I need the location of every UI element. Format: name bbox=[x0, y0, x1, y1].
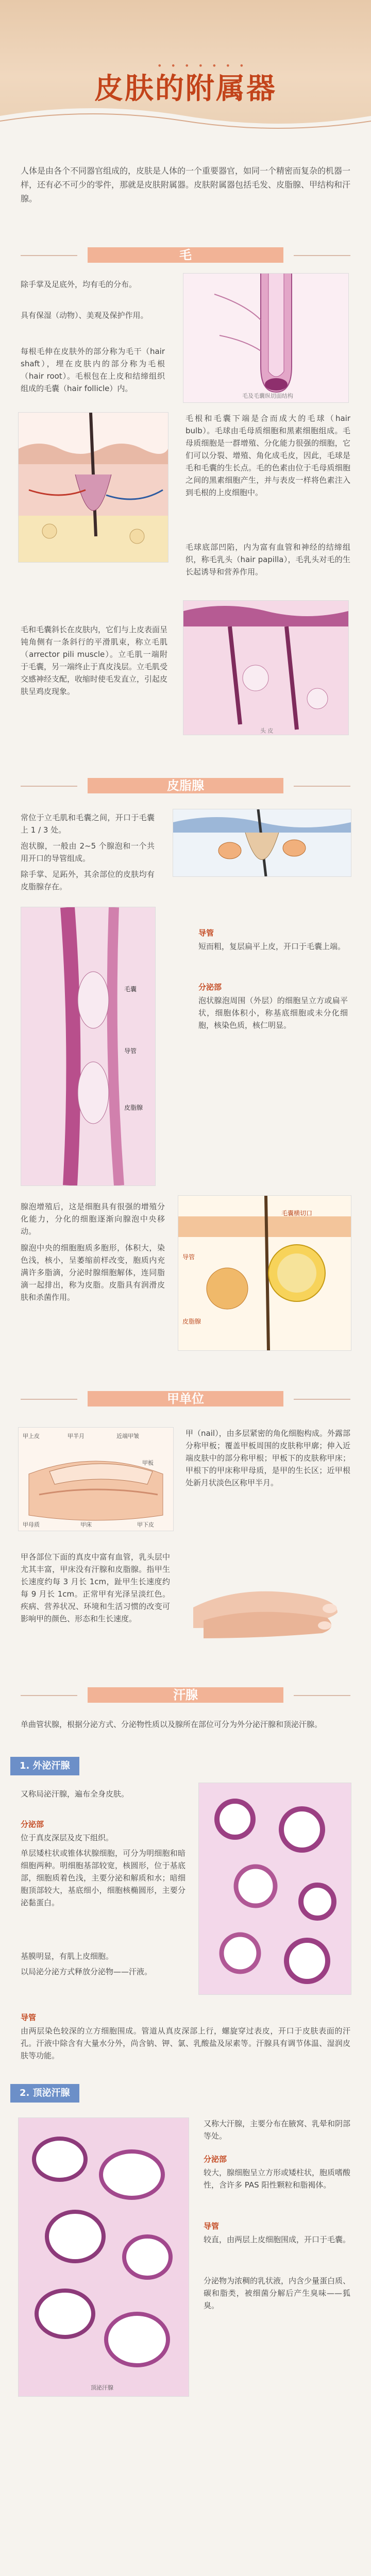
nail-anatomy-diagram bbox=[18, 1427, 174, 1531]
sebaceous-duct-text: 短而粗，复层扁平上皮，开口于毛囊上端。 bbox=[198, 942, 346, 951]
sebaceous-3d-diagram bbox=[178, 1195, 351, 1351]
eccrine-secretory-t1: 位于真皮深层及皮下组织。 bbox=[21, 1833, 114, 1842]
nail-label-6: 甲下皮 bbox=[137, 1521, 154, 1528]
eccrine-secretory-t3: 基膜明显，有肌上皮细胞。 bbox=[21, 1952, 114, 1961]
hair-fig3-caption: 头 皮 bbox=[260, 727, 274, 734]
eccrine-duct-text: 由两层染色较深的立方细胞围成。管道从真皮深部上行，螺旋穿过表皮，开口于皮肤表面的汗孔。汗液中除含有大量水分外，尚含钠、钾、氯、乳酸盐及尿素等。汗腺具有调节体温、湿润皮肤等功能。 bbox=[21, 2026, 350, 2060]
hair-p4: 毛根和毛囊下端是合而成大的毛球（hair bulb）。毛球由毛母质细胞和黑素细胞组成。毛母质细胞是一群增殖、分化能力很强的细胞，它们可以分裂、增殖、角化成毛皮，因此，毛球是毛和毛囊的生长点。毛的色素由位于毛母质细胞之间的黑素细胞产生，并与表皮一样将色素注入到毛根的上皮细胞中。 bbox=[185, 414, 350, 497]
hair-fig1-caption: 毛及毛囊纵切面结构 bbox=[242, 393, 293, 399]
eccrine-secretory-t4: 以局泌分泌方式释放分泌物——汗液。 bbox=[21, 1967, 153, 1976]
nail-label-0: 甲上皮 bbox=[23, 1433, 40, 1439]
eccrine-histology-figure bbox=[198, 1783, 351, 1995]
dots-decoration: • • • • • • • bbox=[157, 61, 247, 71]
hair-p3: 每根毛伸在皮肤外的部分称为毛干（hair shaft），埋在皮肤内的部分称为毛根（hair root）。毛根包在上皮和结缔组织组成的毛囊（hair follicle）内。 bbox=[21, 347, 165, 393]
hair-follicle-figure bbox=[183, 273, 349, 403]
hair-p6: 毛和毛囊斜长在皮肤内，它们与上皮表面呈钝角侧有一条斜行的平滑肌束，称立毛肌（arrector pili muscle）。立毛肌一端附于毛囊，另一端终止于真皮浅层。立毛肌受交感神经支配，收缩时使毛发直立，引起皮肤呈鸡皮现象。 bbox=[21, 625, 168, 696]
apocrine-fig-caption: 顶泌汗腺 bbox=[91, 2384, 113, 2391]
sebaceous-duct-heading: 导管 bbox=[198, 928, 214, 938]
nail-p1: 甲（nail），由多层紧密的角化细胞构成。外露部分称甲板；覆盖甲板周围的皮肤称甲廓；伸入近端皮肤中的部分称甲根；甲板下的皮肤称甲床；甲根下的甲床称甲母质，是甲的生长区；近甲根处新月状淡色区称甲半月。 bbox=[185, 1429, 350, 1487]
eccrine-pill: 1. 外泌汗腺 bbox=[10, 1757, 79, 1775]
eccrine-secretory-heading: 分泌部 bbox=[21, 1820, 44, 1829]
apocrine-duct-heading: 导管 bbox=[204, 2222, 220, 2231]
section-nail-heading: 甲单位 bbox=[167, 1392, 204, 1406]
seb-fig-label-0: 毛囊 bbox=[124, 986, 137, 993]
section-hair-banner bbox=[0, 242, 371, 268]
sebaceous-histology-figure bbox=[21, 907, 156, 1186]
nail-p2: 甲各部位下面的真皮中富有血管，乳头层中尤其丰富，甲床没有汗腺和皮脂腺。指甲生长速度约每 3 月长 1cm，趾甲生长速度约每 9 月长 1cm。正常甲有光泽呈淡红色。疾病、营养状况、环境和生活习惯的改变可影响甲的颜色、形态和生长速度。 bbox=[21, 1552, 170, 1623]
section-hair-heading: 毛 bbox=[179, 248, 192, 262]
hair-p1: 除手掌及足底外，均有毛的分布。 bbox=[21, 280, 137, 289]
hands-photo bbox=[183, 1551, 350, 1654]
eccrine-duct-heading: 导管 bbox=[21, 2013, 37, 2022]
apocrine-secretory-text: 较大，腺细胞呈立方形或矮柱状，胞质嗜酸性，含许多 PAS 阳性颗粒和脂褐体。 bbox=[204, 2168, 351, 2190]
sebaceous-p4: 腺泡增殖后，这是细胞具有很强的增殖分化能力，分化的细胞逐渐向腺泡中央移动。 bbox=[21, 1202, 165, 1236]
nail-label-1: 甲半月 bbox=[68, 1433, 85, 1439]
apocrine-pill: 2. 顶泌汗腺 bbox=[10, 2084, 79, 2103]
sebaceous-gland-diagram bbox=[173, 809, 351, 877]
sebaceous-p5: 腺泡中央的细胞胞质多胞形，体积大，染色浅，核小，呈萎缩前样改变，胞质内充满许多脂滴，分泌时腺细胞解体，连同脂滴一起排出，称为皮脂。皮脂具有润滑皮肤和杀菌作用。 bbox=[21, 1243, 165, 1302]
scalp-histology-figure bbox=[183, 600, 349, 735]
apocrine-histology-figure bbox=[18, 2117, 189, 2397]
eccrine-secretory-t2: 单层矮柱状或锥体状腺细胞，可分为明细胞和暗细胞两种。明细胞基部较宽，核圆形，位于基底部，细胞质着色浅，主要分泌和解质和水；暗细胞顶部较大，基底细小，细胞核椭圆形，主要分泌黏蛋白。 bbox=[21, 1849, 185, 1907]
nail-label-5: 甲床 bbox=[80, 1521, 92, 1528]
section-nail-banner bbox=[0, 1386, 371, 1412]
section-sweat-banner bbox=[0, 1682, 371, 1708]
seb-fig-label-2: 皮脂腺 bbox=[124, 1104, 143, 1111]
sebaceous-secretory-heading: 分泌部 bbox=[198, 982, 222, 992]
eccrine-p1: 又称局泌汗腺，遍布全身皮肤。 bbox=[21, 1789, 129, 1799]
sebaceous-p1: 常位于立毛肌和毛囊之间，开口于毛囊上 1 / 3 处。 bbox=[21, 813, 155, 835]
apocrine-p2: 分泌物为浓稠的乳状液，内含少量蛋白质、碳和脂类，被细菌分解后产生臭味——狐臭。 bbox=[204, 2276, 351, 2310]
sebaceous-p2: 泡状腺，一般由 2~5 个腺泡和一个共用开口的导管组成。 bbox=[21, 841, 155, 863]
intro-text: 人体是由各个不同器官组成的，皮肤是人体的一个重要器官，如同一个精密而复杂的机器一样，还有必不可少的零件，那就是皮肤附属器。皮肤附属器包括毛发、皮脂腺、甲结构和汗腺。 bbox=[21, 166, 351, 204]
hair-p2: 具有保湿（动物）、美观及保护作用。 bbox=[21, 311, 148, 320]
seb-3d-label-1: 导管 bbox=[182, 1253, 195, 1261]
hair-skin-diagram bbox=[18, 412, 168, 563]
section-sebaceous-heading: 皮脂腺 bbox=[167, 778, 204, 793]
section-sweat-heading: 汗腺 bbox=[173, 1688, 198, 1702]
sweat-intro: 单曲管状腺，根据分泌方式、分泌物性质以及腺所在部位可分为外分泌汗腺和顶泌汗腺。 bbox=[21, 1720, 323, 1729]
hero-banner bbox=[0, 0, 371, 139]
sebaceous-secretory-text: 泡状腺泡周围（外层）的细胞呈立方或扁平状，细胞体积小，称基底细胞或未分化细胞，核染色质，核仁明显。 bbox=[198, 996, 348, 1030]
apocrine-duct-text: 较直，由两层上皮细胞围成，开口于毛囊。 bbox=[204, 2235, 351, 2244]
seb-fig-label-1: 导管 bbox=[124, 1047, 137, 1055]
sebaceous-p3: 除手掌、足跖外，其余部位的皮肤均有皮脂腺存在。 bbox=[21, 870, 155, 891]
section-sebaceous-banner bbox=[0, 773, 371, 799]
nail-label-3: 甲板 bbox=[142, 1460, 154, 1466]
nail-label-2: 近端甲皱 bbox=[116, 1433, 139, 1439]
nail-label-4: 甲母质 bbox=[23, 1521, 40, 1528]
seb-3d-label-2: 皮脂腺 bbox=[182, 1318, 201, 1325]
hair-p5: 毛球底部凹陷，内为富有血管和神经的结缔组织，称毛乳头（hair papilla），毛乳头对毛的生长起诱导和营养作用。 bbox=[185, 543, 350, 577]
apocrine-secretory-heading: 分泌部 bbox=[204, 2155, 227, 2164]
seb-3d-label-0: 毛囊横切口 bbox=[281, 1210, 313, 1217]
page-title: 皮肤的附属器 bbox=[94, 72, 277, 106]
apocrine-p1: 又称大汗腺，主要分布在腋窝、乳晕和阴部等处。 bbox=[204, 2119, 351, 2141]
